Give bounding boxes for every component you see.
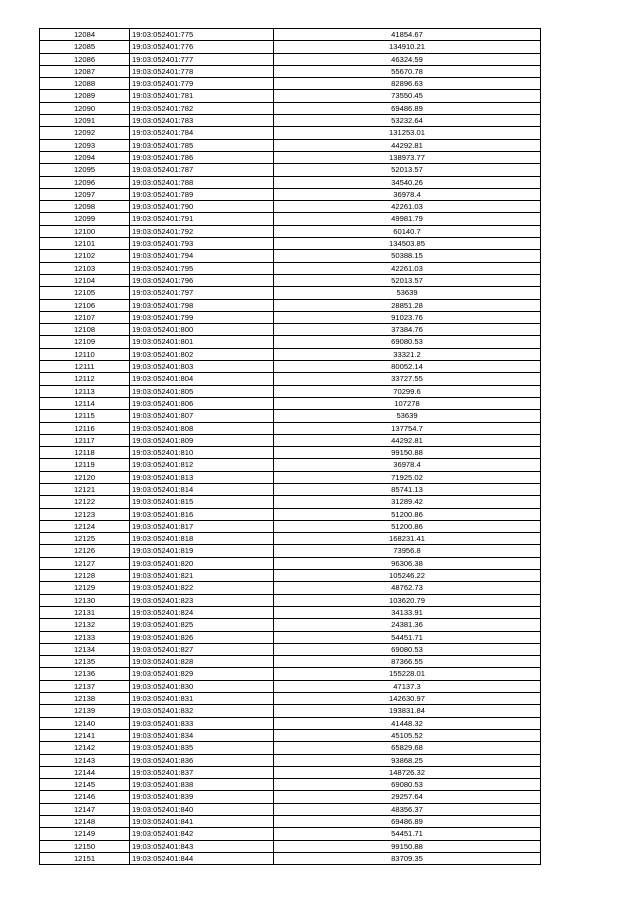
timestamp-cell: 19:03:052401:798: [130, 299, 274, 311]
amount-cell: 55670.78: [274, 65, 541, 77]
amount-cell: 41854.67: [274, 29, 541, 41]
amount-cell: 51200.86: [274, 520, 541, 532]
table-row: [40, 410, 541, 422]
timestamp-cell: 19:03:052401:805: [130, 385, 274, 397]
row-id-cell: 12102: [40, 250, 130, 262]
row-id-cell: 12126: [40, 545, 130, 557]
row-id-cell: 12093: [40, 139, 130, 151]
timestamp-cell: 19:03:052401:809: [130, 434, 274, 446]
amount-cell: 54451.71: [274, 631, 541, 643]
timestamp-cell: 19:03:052401:812: [130, 459, 274, 471]
table-row: [40, 520, 541, 532]
table-row: [40, 680, 541, 692]
table-row: [40, 434, 541, 446]
table-row: [40, 483, 541, 495]
timestamp-cell: 19:03:052401:828: [130, 656, 274, 668]
timestamp-cell: 19:03:052401:830: [130, 680, 274, 692]
table-row: [40, 656, 541, 668]
table-row: [40, 705, 541, 717]
row-id-cell: 12109: [40, 336, 130, 348]
amount-cell: 54451.71: [274, 828, 541, 840]
timestamp-cell: 19:03:052401:840: [130, 803, 274, 815]
table-row: [40, 754, 541, 766]
amount-cell: 37384.76: [274, 324, 541, 336]
timestamp-cell: 19:03:052401:792: [130, 225, 274, 237]
timestamp-cell: 19:03:052401:784: [130, 127, 274, 139]
row-id-cell: 12094: [40, 151, 130, 163]
row-id-cell: 12146: [40, 791, 130, 803]
row-id-cell: 12149: [40, 828, 130, 840]
row-id-cell: 12090: [40, 102, 130, 114]
table-row: [40, 631, 541, 643]
amount-cell: 34540.26: [274, 176, 541, 188]
timestamp-cell: 19:03:052401:823: [130, 594, 274, 606]
amount-cell: 41448.32: [274, 717, 541, 729]
amount-cell: 69080.53: [274, 336, 541, 348]
amount-cell: 69080.53: [274, 779, 541, 791]
timestamp-cell: 19:03:052401:814: [130, 483, 274, 495]
table-row: [40, 471, 541, 483]
table-row: [40, 164, 541, 176]
table-row: [40, 668, 541, 680]
table-row: [40, 188, 541, 200]
amount-cell: 91023.76: [274, 311, 541, 323]
table-row: [40, 619, 541, 631]
row-id-cell: 12120: [40, 471, 130, 483]
timestamp-cell: 19:03:052401:827: [130, 643, 274, 655]
timestamp-cell: 19:03:052401:776: [130, 41, 274, 53]
row-id-cell: 12115: [40, 410, 130, 422]
amount-cell: 73550.45: [274, 90, 541, 102]
row-id-cell: 12087: [40, 65, 130, 77]
table-row: [40, 238, 541, 250]
timestamp-cell: 19:03:052401:818: [130, 533, 274, 545]
table-row: [40, 828, 541, 840]
timestamp-cell: 19:03:052401:837: [130, 766, 274, 778]
timestamp-cell: 19:03:052401:800: [130, 324, 274, 336]
timestamp-cell: 19:03:052401:831: [130, 693, 274, 705]
table-row: [40, 139, 541, 151]
timestamp-cell: 19:03:052401:796: [130, 274, 274, 286]
timestamp-cell: 19:03:052401:821: [130, 570, 274, 582]
row-id-cell: 12129: [40, 582, 130, 594]
timestamp-cell: 19:03:052401:795: [130, 262, 274, 274]
timestamp-cell: 19:03:052401:777: [130, 53, 274, 65]
amount-cell: 47137.3: [274, 680, 541, 692]
timestamp-cell: 19:03:052401:793: [130, 238, 274, 250]
timestamp-cell: 19:03:052401:803: [130, 361, 274, 373]
timestamp-cell: 19:03:052401:802: [130, 348, 274, 360]
table-row: [40, 250, 541, 262]
timestamp-cell: 19:03:052401:775: [130, 29, 274, 41]
table-row: [40, 385, 541, 397]
timestamp-cell: 19:03:052401:836: [130, 754, 274, 766]
table-row: [40, 557, 541, 569]
amount-cell: 49981.79: [274, 213, 541, 225]
timestamp-cell: 19:03:052401:807: [130, 410, 274, 422]
table-row: [40, 90, 541, 102]
timestamp-cell: 19:03:052401:790: [130, 201, 274, 213]
amount-cell: 138973.77: [274, 151, 541, 163]
amount-cell: 70299.6: [274, 385, 541, 397]
row-id-cell: 12145: [40, 779, 130, 791]
amount-cell: 48356.37: [274, 803, 541, 815]
table-row: [40, 570, 541, 582]
amount-cell: 34133.91: [274, 606, 541, 618]
amount-cell: 96306.38: [274, 557, 541, 569]
row-id-cell: 12133: [40, 631, 130, 643]
table-row: [40, 53, 541, 65]
timestamp-cell: 19:03:052401:804: [130, 373, 274, 385]
table-row: [40, 545, 541, 557]
amount-cell: 53639: [274, 287, 541, 299]
table-row: [40, 594, 541, 606]
row-id-cell: 12101: [40, 238, 130, 250]
table-row: [40, 397, 541, 409]
row-id-cell: 12116: [40, 422, 130, 434]
timestamp-cell: 19:03:052401:835: [130, 742, 274, 754]
timestamp-cell: 19:03:052401:781: [130, 90, 274, 102]
timestamp-cell: 19:03:052401:825: [130, 619, 274, 631]
timestamp-cell: 19:03:052401:782: [130, 102, 274, 114]
row-id-cell: 12150: [40, 840, 130, 852]
amount-cell: 24381.36: [274, 619, 541, 631]
amount-cell: 85741.13: [274, 483, 541, 495]
row-id-cell: 12151: [40, 852, 130, 864]
table-row: [40, 29, 541, 41]
row-id-cell: 12117: [40, 434, 130, 446]
table-row: [40, 336, 541, 348]
row-id-cell: 12099: [40, 213, 130, 225]
amount-cell: 48762.73: [274, 582, 541, 594]
row-id-cell: 12119: [40, 459, 130, 471]
table-row: [40, 643, 541, 655]
amount-cell: 69080.53: [274, 643, 541, 655]
row-id-cell: 12096: [40, 176, 130, 188]
timestamp-cell: 19:03:052401:834: [130, 729, 274, 741]
timestamp-cell: 19:03:052401:829: [130, 668, 274, 680]
row-id-cell: 12147: [40, 803, 130, 815]
row-id-cell: 12103: [40, 262, 130, 274]
row-id-cell: 12114: [40, 397, 130, 409]
amount-cell: 105246.22: [274, 570, 541, 582]
timestamp-cell: 19:03:052401:839: [130, 791, 274, 803]
amount-cell: 51200.86: [274, 508, 541, 520]
row-id-cell: 12110: [40, 348, 130, 360]
row-id-cell: 12091: [40, 115, 130, 127]
timestamp-cell: 19:03:052401:785: [130, 139, 274, 151]
table-row: [40, 201, 541, 213]
amount-cell: 42261.03: [274, 201, 541, 213]
amount-cell: 73956.8: [274, 545, 541, 557]
timestamp-cell: 19:03:052401:797: [130, 287, 274, 299]
timestamp-cell: 19:03:052401:783: [130, 115, 274, 127]
table-row: [40, 287, 541, 299]
row-id-cell: 12131: [40, 606, 130, 618]
timestamp-cell: 19:03:052401:820: [130, 557, 274, 569]
timestamp-cell: 19:03:052401:838: [130, 779, 274, 791]
table-row: [40, 311, 541, 323]
row-id-cell: 12141: [40, 729, 130, 741]
table-body: [40, 29, 541, 865]
amount-cell: 36978.4: [274, 188, 541, 200]
amount-cell: 93868.25: [274, 754, 541, 766]
amount-cell: 31289.42: [274, 496, 541, 508]
amount-cell: 83709.35: [274, 852, 541, 864]
amount-cell: 107278: [274, 397, 541, 409]
amount-cell: 52013.57: [274, 164, 541, 176]
table-row: [40, 508, 541, 520]
timestamp-cell: 19:03:052401:808: [130, 422, 274, 434]
table-row: [40, 496, 541, 508]
amount-cell: 45105.52: [274, 729, 541, 741]
table-row: [40, 213, 541, 225]
table-row: [40, 65, 541, 77]
row-id-cell: 12095: [40, 164, 130, 176]
amount-cell: 50388.15: [274, 250, 541, 262]
row-id-cell: 12137: [40, 680, 130, 692]
amount-cell: 60140.7: [274, 225, 541, 237]
amount-cell: 87366.55: [274, 656, 541, 668]
row-id-cell: 12084: [40, 29, 130, 41]
timestamp-cell: 19:03:052401:801: [130, 336, 274, 348]
timestamp-cell: 19:03:052401:842: [130, 828, 274, 840]
table-row: [40, 299, 541, 311]
amount-cell: 99150.88: [274, 840, 541, 852]
row-id-cell: 12124: [40, 520, 130, 532]
row-id-cell: 12098: [40, 201, 130, 213]
amount-cell: 155228.01: [274, 668, 541, 680]
table-row: [40, 447, 541, 459]
timestamp-cell: 19:03:052401:778: [130, 65, 274, 77]
table-row: [40, 693, 541, 705]
row-id-cell: 12100: [40, 225, 130, 237]
table-row: [40, 742, 541, 754]
amount-cell: 44292.81: [274, 434, 541, 446]
amount-cell: 134503.85: [274, 238, 541, 250]
amount-cell: 46324.59: [274, 53, 541, 65]
amount-cell: 53639: [274, 410, 541, 422]
amount-cell: 137754.7: [274, 422, 541, 434]
row-id-cell: 12125: [40, 533, 130, 545]
amount-cell: 99150.88: [274, 447, 541, 459]
row-id-cell: 12108: [40, 324, 130, 336]
row-id-cell: 12148: [40, 816, 130, 828]
row-id-cell: 12088: [40, 78, 130, 90]
amount-cell: 42261.03: [274, 262, 541, 274]
timestamp-cell: 19:03:052401:817: [130, 520, 274, 532]
row-id-cell: 12140: [40, 717, 130, 729]
row-id-cell: 12089: [40, 90, 130, 102]
timestamp-cell: 19:03:052401:841: [130, 816, 274, 828]
row-id-cell: 12097: [40, 188, 130, 200]
amount-cell: 148726.32: [274, 766, 541, 778]
amount-cell: 65829.68: [274, 742, 541, 754]
amount-cell: 69486.89: [274, 102, 541, 114]
timestamp-cell: 19:03:052401:822: [130, 582, 274, 594]
table-row: [40, 274, 541, 286]
timestamp-cell: 19:03:052401:844: [130, 852, 274, 864]
table-row: [40, 225, 541, 237]
table-row: [40, 422, 541, 434]
table-row: [40, 582, 541, 594]
row-id-cell: 12086: [40, 53, 130, 65]
table-row: [40, 262, 541, 274]
amount-cell: 28851.28: [274, 299, 541, 311]
timestamp-cell: 19:03:052401:806: [130, 397, 274, 409]
amount-cell: 80052.14: [274, 361, 541, 373]
amount-cell: 142630.97: [274, 693, 541, 705]
amount-cell: 52013.57: [274, 274, 541, 286]
table-row: [40, 533, 541, 545]
row-id-cell: 12143: [40, 754, 130, 766]
timestamp-cell: 19:03:052401:810: [130, 447, 274, 459]
data-table: [39, 28, 541, 865]
row-id-cell: 12112: [40, 373, 130, 385]
table-row: [40, 41, 541, 53]
row-id-cell: 12118: [40, 447, 130, 459]
row-id-cell: 12085: [40, 41, 130, 53]
row-id-cell: 12132: [40, 619, 130, 631]
timestamp-cell: 19:03:052401:826: [130, 631, 274, 643]
row-id-cell: 12122: [40, 496, 130, 508]
table-row: [40, 151, 541, 163]
amount-cell: 103620.79: [274, 594, 541, 606]
row-id-cell: 12135: [40, 656, 130, 668]
amount-cell: 134910.21: [274, 41, 541, 53]
timestamp-cell: 19:03:052401:815: [130, 496, 274, 508]
table-row: [40, 816, 541, 828]
table-row: [40, 176, 541, 188]
row-id-cell: 12144: [40, 766, 130, 778]
amount-cell: 193831.84: [274, 705, 541, 717]
table-row: [40, 361, 541, 373]
row-id-cell: 12130: [40, 594, 130, 606]
row-id-cell: 12138: [40, 693, 130, 705]
row-id-cell: 12111: [40, 361, 130, 373]
row-id-cell: 12113: [40, 385, 130, 397]
timestamp-cell: 19:03:052401:824: [130, 606, 274, 618]
row-id-cell: 12104: [40, 274, 130, 286]
timestamp-cell: 19:03:052401:843: [130, 840, 274, 852]
timestamp-cell: 19:03:052401:794: [130, 250, 274, 262]
row-id-cell: 12136: [40, 668, 130, 680]
timestamp-cell: 19:03:052401:832: [130, 705, 274, 717]
timestamp-cell: 19:03:052401:791: [130, 213, 274, 225]
amount-cell: 36978.4: [274, 459, 541, 471]
timestamp-cell: 19:03:052401:779: [130, 78, 274, 90]
amount-cell: 29257.64: [274, 791, 541, 803]
timestamp-cell: 19:03:052401:786: [130, 151, 274, 163]
row-id-cell: 12127: [40, 557, 130, 569]
row-id-cell: 12123: [40, 508, 130, 520]
table-row: [40, 348, 541, 360]
row-id-cell: 12139: [40, 705, 130, 717]
table-row: [40, 373, 541, 385]
table-row: [40, 78, 541, 90]
row-id-cell: 12134: [40, 643, 130, 655]
table-row: [40, 127, 541, 139]
table-row: [40, 115, 541, 127]
timestamp-cell: 19:03:052401:789: [130, 188, 274, 200]
table-row: [40, 324, 541, 336]
amount-cell: 53232.64: [274, 115, 541, 127]
table-row: [40, 766, 541, 778]
table-row: [40, 791, 541, 803]
amount-cell: 71925.02: [274, 471, 541, 483]
row-id-cell: 12105: [40, 287, 130, 299]
table-row: [40, 803, 541, 815]
table-row: [40, 102, 541, 114]
table-row: [40, 459, 541, 471]
timestamp-cell: 19:03:052401:787: [130, 164, 274, 176]
row-id-cell: 12106: [40, 299, 130, 311]
amount-cell: 33321.2: [274, 348, 541, 360]
timestamp-cell: 19:03:052401:833: [130, 717, 274, 729]
row-id-cell: 12128: [40, 570, 130, 582]
row-id-cell: 12142: [40, 742, 130, 754]
row-id-cell: 12121: [40, 483, 130, 495]
table-row: [40, 840, 541, 852]
amount-cell: 82896.63: [274, 78, 541, 90]
amount-cell: 44292.81: [274, 139, 541, 151]
timestamp-cell: 19:03:052401:819: [130, 545, 274, 557]
row-id-cell: 12092: [40, 127, 130, 139]
timestamp-cell: 19:03:052401:788: [130, 176, 274, 188]
timestamp-cell: 19:03:052401:813: [130, 471, 274, 483]
timestamp-cell: 19:03:052401:799: [130, 311, 274, 323]
amount-cell: 33727.55: [274, 373, 541, 385]
table-row: [40, 729, 541, 741]
table-row: [40, 852, 541, 864]
timestamp-cell: 19:03:052401:816: [130, 508, 274, 520]
amount-cell: 69486.89: [274, 816, 541, 828]
amount-cell: 168231.41: [274, 533, 541, 545]
table-row: [40, 717, 541, 729]
table-row: [40, 606, 541, 618]
table-row: [40, 779, 541, 791]
amount-cell: 131253.01: [274, 127, 541, 139]
row-id-cell: 12107: [40, 311, 130, 323]
